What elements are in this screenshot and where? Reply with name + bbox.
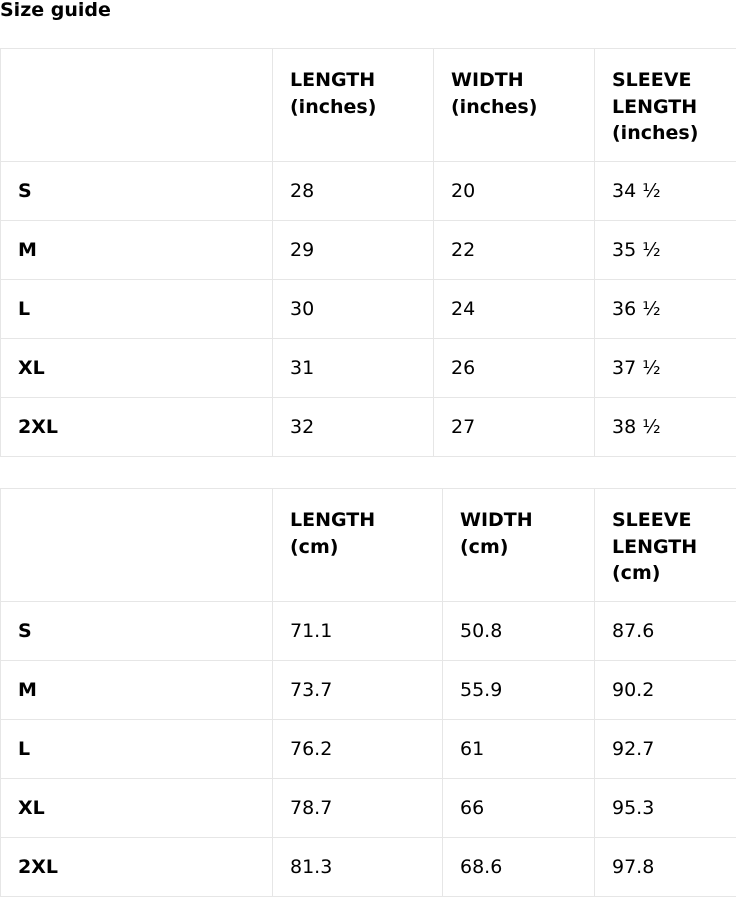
measurement-cell: 35 ½	[595, 221, 736, 280]
table-row	[1, 838, 736, 897]
measurement-cell: 24	[434, 280, 595, 339]
measurement-cell: 20	[434, 162, 595, 221]
size-table-cm	[0, 488, 736, 897]
measurement-cell: 92.7	[595, 720, 736, 779]
measurement-cell: 76.2	[273, 720, 443, 779]
column-header-line: SLEEVE	[612, 69, 692, 91]
size-label-cell: S	[1, 162, 273, 221]
column-header-line: LENGTH	[290, 509, 376, 531]
table-row	[1, 602, 736, 661]
measurement-cell: 30	[273, 280, 434, 339]
column-header-line: (inches)	[612, 122, 699, 144]
size-label-cell: S	[1, 602, 273, 661]
header-cell-empty	[1, 489, 273, 602]
size-label-cell: M	[1, 221, 273, 280]
size-label-cell: XL	[1, 779, 273, 838]
measurement-cell: 28	[273, 162, 434, 221]
measurement-cell: 32	[273, 398, 434, 457]
column-header	[273, 489, 443, 602]
column-header-line: LENGTH	[612, 95, 698, 118]
size-label-cell: L	[1, 720, 273, 779]
size-label-cell: 2XL	[1, 398, 273, 457]
table-header-row	[1, 489, 736, 602]
column-header-line: LENGTH	[290, 69, 376, 91]
measurement-cell: 26	[434, 339, 595, 398]
table-row	[1, 398, 736, 457]
measurement-cell: 37 ½	[595, 339, 736, 398]
measurement-cell: 71.1	[273, 602, 443, 661]
size-table-inches	[0, 48, 736, 457]
measurement-cell: 97.8	[595, 838, 736, 897]
measurement-cell: 68.6	[443, 838, 595, 897]
column-header-line: (cm)	[612, 562, 661, 584]
size-label-cell: XL	[1, 339, 273, 398]
measurement-cell: 90.2	[595, 661, 736, 720]
column-header-line: SLEEVE	[612, 509, 692, 531]
measurement-cell: 34 ½	[595, 162, 736, 221]
measurement-cell: 38 ½	[595, 398, 736, 457]
header-cell-empty	[1, 49, 273, 162]
measurement-cell: 87.6	[595, 602, 736, 661]
measurement-cell: 81.3	[273, 838, 443, 897]
table-row	[1, 779, 736, 838]
column-header-line: (inches)	[451, 95, 538, 118]
column-header-line: WIDTH	[460, 509, 533, 531]
table-row	[1, 661, 736, 720]
measurement-cell: 27	[434, 398, 595, 457]
measurement-cell: 36 ½	[595, 280, 736, 339]
measurement-cell: 31	[273, 339, 434, 398]
table-header-row	[1, 49, 736, 162]
column-header-line: (cm)	[290, 535, 339, 558]
measurement-cell: 55.9	[443, 661, 595, 720]
column-header-line: LENGTH	[612, 535, 698, 558]
size-label-cell: M	[1, 661, 273, 720]
page-title: Size guide	[0, 0, 111, 21]
table-row	[1, 162, 736, 221]
measurement-cell: 61	[443, 720, 595, 779]
size-label-cell: L	[1, 280, 273, 339]
column-header-line: (inches)	[290, 95, 377, 118]
measurement-cell: 78.7	[273, 779, 443, 838]
column-header	[443, 489, 595, 602]
table-row	[1, 720, 736, 779]
column-header-line: WIDTH	[451, 69, 524, 91]
column-header	[595, 49, 736, 162]
measurement-cell: 22	[434, 221, 595, 280]
table-row	[1, 339, 736, 398]
size-label-cell: 2XL	[1, 838, 273, 897]
measurement-cell: 50.8	[443, 602, 595, 661]
column-header	[273, 49, 434, 162]
column-header	[595, 489, 736, 602]
column-header	[434, 49, 595, 162]
measurement-cell: 29	[273, 221, 434, 280]
measurement-cell: 73.7	[273, 661, 443, 720]
table-row	[1, 221, 736, 280]
measurement-cell: 95.3	[595, 779, 736, 838]
table-row	[1, 280, 736, 339]
measurement-cell: 66	[443, 779, 595, 838]
column-header-line: (cm)	[460, 535, 509, 558]
